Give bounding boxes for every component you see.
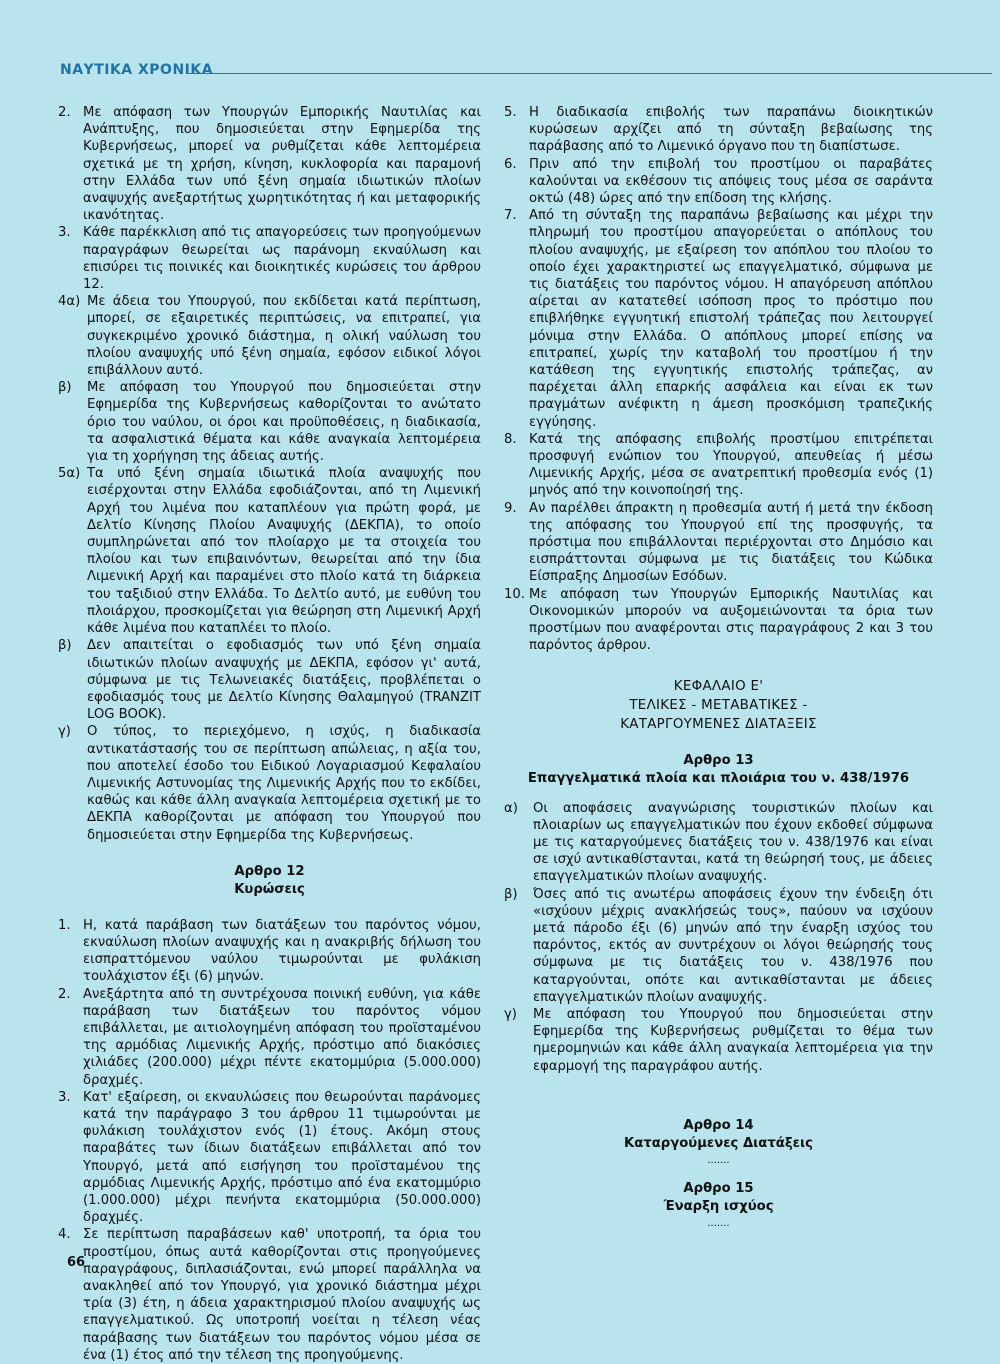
paragraph-item	[504, 207, 933, 431]
paragraph-item	[58, 1226, 481, 1364]
left-items-b	[58, 917, 481, 1364]
paragraph-label: 6.	[504, 156, 517, 172]
article-13-heading	[504, 752, 933, 788]
paragraph-text: Αν παρέλθει άπρακτη η προθεσμία αυτή ή μετά την έκδοση της απόφασης του Υπουργού επί της προσφυγής, τα πρόστιμα που επιβάλλονται περιέρχονται στο Δημόσιο και εισπράττονται σύμφωνα με τις διατάξεις του Κώδικα Είσπραξης Δημοσίων Εσόδων.	[529, 500, 933, 585]
paragraph-label: 10.	[504, 586, 525, 602]
paragraph-label: β)	[504, 886, 518, 902]
article-15-subtitle: Έναρξη ισχύος	[663, 1198, 774, 1214]
paragraph-text: Από τη σύνταξη της παραπάνω βεβαίωσης και μέχρι την πληρωμή του προστίμου απαγορεύεται ο απόπλους του πλοίου αναψυχής, με εξαίρεση τον απόπλου του πλοίου το οποίο έχει χαρακτηριστεί ως επαγγελματικό, σύμφωνα με τις διατάξεις του παρόντος νόμου. Η απαγόρευση απόπλου αίρεται αν κατατεθεί ισόποση προς το πρόστιμο που επιβλήθηκε εγγυητική επιστολή τράπεζας που λειτουργεί μόνιμα στην Ελλάδα. Ο απόπλους μπορεί επίσης να επιτραπεί, χωρίς την καταβολή του προστίμου ή την κατάθεση της εγγυητικής επιστολής τράπεζας, αν παρέχεται άλλη επαρκής ασφάλεια και είναι εκ των πραγμάτων ανέφικτη η άμεση προσκόμιση τραπεζικής εγγύησης.	[529, 208, 933, 430]
paragraph-item	[58, 293, 481, 379]
right-column	[504, 104, 933, 1229]
paragraph-text: Πριν από την επιβολή του προστίμου οι παραβάτες καλούνται να εκθέσουν τις απόψεις τους μέσα σε σαράντα οκτώ (48) ώρες από την επίδοση της κλήσης.	[529, 156, 933, 207]
paragraph-item	[58, 917, 481, 986]
magazine-title: ΝΑΥΤΙΚΑ ΧΡΟΝΙΚΑ	[60, 62, 214, 78]
paragraph-label: β)	[58, 638, 72, 654]
paragraph-label: 3.	[58, 225, 71, 241]
paragraph-label: 9.	[504, 500, 517, 516]
article-14-dots: .......	[707, 1154, 730, 1166]
paragraph-label: 5α)	[58, 466, 81, 482]
paragraph-text: Η διαδικασία επιβολής των παραπάνω διοικητικών κυρώσεων αρχίζει από τη σύνταξη βεβαίωσης της παράβασης από το Λιμενικό όργανο που τη διαπίστωσε.	[529, 105, 933, 155]
paragraph-label: 2.	[58, 986, 71, 1002]
chapter-line-1: ΚΕΦΑΛΑΙΟ Ε'	[673, 678, 764, 694]
paragraph-label: γ)	[504, 1006, 517, 1022]
article-13-subtitle: Επαγγελματικά πλοία και πλοιάρια του ν. 438/1976	[527, 770, 910, 786]
paragraph-label: 5.	[504, 105, 517, 120]
paragraph-label: 4.	[58, 1227, 71, 1243]
article-15-heading	[504, 1180, 933, 1216]
paragraph-item	[58, 637, 481, 723]
paragraph-label: 4α)	[58, 294, 81, 310]
article-12-heading	[58, 863, 481, 899]
left-items-a	[58, 104, 481, 844]
article-14-heading	[504, 1117, 933, 1153]
paragraph-item	[58, 1089, 481, 1227]
paragraph-text: Ο τύπος, το περιεχόμενο, η ισχύς, η διαδικασία αντικατάστασής του σε περίπτωση απώλειας, η αξία του, που αποτελεί έσοδο του Ειδικού Λογαριασμού Κεφαλαίου Λιμενικής Αστυνομίας της Λιμενικής Αρχής που το εκδίδει, καθώς και κάθε άλλη αναγκαία λεπτομέρεια σχετική με το ΔΕΚΠΑ καθορίζονται με απόφαση του Υπουργού που δημοσιεύεται στην Εφημερίδα της Κυβερνήσεως.	[87, 724, 481, 843]
paragraph-item	[504, 586, 933, 655]
paragraph-text: Η, κατά παράβαση των διατάξεων του παρόντος νόμου, εκναύλωση πλοίων αναψυχής και η ανακριβής δήλωση του εισπραττόμενου ναύλου τιμωρούνται με φυλάκιση τουλάχιστον έξι (6) μηνών.	[83, 917, 481, 985]
article-15-title: Αρθρο 15	[683, 1180, 754, 1196]
paragraph-text: Όσες από τις ανωτέρω αποφάσεις έχουν την ένδειξη ότι «ισχύουν μέχρις ανακλήσεώς τους», παύουν να ισχύουν μετά πάροδο έξι (6) μηνών από την έναρξη ισχύος του παρόντος, εκτός αν συντρέχουν οι λόγοι θεώρησής τους σύμφωνα με τις διατάξεις του ν. 438/1976 που καταργούνται, οπότε και αντικαθίστανται με άδειες επαγγελματικών πλοίων αναψυχής.	[533, 886, 933, 1005]
paragraph-label: 8.	[504, 431, 517, 447]
paragraph-item	[58, 986, 481, 1089]
article-13-title: Αρθρο 13	[683, 752, 754, 768]
header-rule	[188, 73, 992, 74]
paragraph-text: Οι αποφάσεις αναγνώρισης τουριστικών πλοίων και πλοιαρίων ως επαγγελματικών που έχουν εκδοθεί σύμφωνα με τις καταργούμενες διατάξεις του ν. 438/1976 και είναι σε ισχύ αντικαθίστανται, κατά τη θεώρησή τους, με άδειες επαγγελματικών πλοίων αναψυχής.	[533, 800, 933, 885]
article-12-title: Αρθρο 12	[234, 863, 305, 879]
paragraph-item	[58, 465, 481, 637]
left-column	[58, 104, 481, 1364]
paragraph-text: Σε περίπτωση παραβάσεων καθ' υποτροπή, τα όρια του προστίμου, όπως αυτά καθορίζονται στις προηγούμενες παραγράφους, διπλασιάζονται, ενώ μπορεί παράλληλα να ανακληθεί από τον Υπουργό, για χρονικό διάστημα μέχρι τρία (3) έτη, η άδεια χαρακτηρισμού πλοίου αναψυχής ως επαγγελματικού. Ως υποτροπή νοείται η τέλεση νέας παράβασης των διατάξεων του παρόντος νόμου μέσα σε ένα (1) έτος από την τέλεση της προηγούμενης.	[83, 1227, 481, 1363]
paragraph-item	[504, 156, 933, 208]
paragraph-item	[504, 104, 933, 156]
paragraph-text: Με απόφαση των Υπουργών Εμπορικής Ναυτιλίας και Οικονομικών μπορούν να αυξομειώνονται τα όρια των προστίμων που αναφέρονται στις παραγράφους 2 και 3 του παρόντος άρθρου.	[529, 586, 933, 654]
paragraph-item	[504, 431, 933, 500]
article-12-subtitle: Κυρώσεις	[234, 881, 305, 897]
paragraph-item	[58, 723, 481, 843]
paragraph-text: Με απόφαση του Υπουργού που δημοσιεύεται στην Εφημερίδα της Κυβερνήσεως ρυθμίζεται το θέμα των ημερομηνιών και κάθε άλλη αναγκαία λεπτομέρεια για την εφαρμογή της παραγράφου αυτής.	[533, 1006, 933, 1074]
chapter-heading	[504, 677, 933, 734]
paragraph-label: β)	[58, 380, 72, 396]
paragraph-item	[504, 800, 933, 886]
paragraph-label: 3.	[58, 1089, 71, 1105]
page-number: 66	[67, 1255, 86, 1270]
paragraph-label: 2.	[58, 105, 71, 120]
paragraph-text: Με άδεια του Υπουργού, που εκδίδεται κατά περίπτωση, μπορεί, σε εξαιρετικές περιπτώσεις, να επιτραπεί, για συγκεκριμένο χρονικό διάστημα, η ολική ναύλωση του πλοίου αναψυχής υπό ξένη σημαία, εφόσον ειδικοί λόγοι επιβάλλουν αυτό.	[87, 294, 481, 379]
paragraph-item	[504, 500, 933, 586]
paragraph-label: 7.	[504, 208, 517, 224]
right-items-b	[504, 800, 933, 1075]
paragraph-text: Ανεξάρτητα από τη συντρέχουσα ποινική ευθύνη, για κάθε παράβαση των διατάξεων του παρόντος νόμου επιβάλλεται, με αιτιολογημένη απόφαση του προϊσταμένου της αρμόδιας Λιμενικής Αρχής, πρόστιμο από διακόσιες χιλιάδες (200.000) μέχρι πέντε εκατομμύρια (5.000.000) δραχμές.	[83, 986, 481, 1088]
paragraph-item	[58, 224, 481, 293]
article-15-dots: .......	[707, 1217, 730, 1229]
paragraph-text: Με απόφαση των Υπουργών Εμπορικής Ναυτιλίας και Ανάπτυξης, που δημοσιεύεται στην Εφημερίδα της Κυβερνήσεως, μπορεί να ρυθμίζεται κάθε λεπτομέρεια σχετικά με τη χρήση, κίνηση, κυκλοφορία και παραμονή στην Ελλάδα των υπό ξένη σημαία ιδιωτικών πλοίων αναψυχής ανεξαρτήτως χωρητικότητας ή και μεταφορικής ικανότητας.	[83, 105, 481, 224]
article-14-title: Αρθρο 14	[683, 1117, 754, 1133]
paragraph-item	[504, 886, 933, 1006]
paragraph-label: α)	[504, 800, 518, 816]
paragraph-text: Τα υπό ξένη σημαία ιδιωτικά πλοία αναψυχής που εισέρχονται στην Ελλάδα εφοδιάζονται, από τη Λιμενική Αρχή του λιμένα που καταπλέουν για πρώτη φορά, με Δελτίο Κίνησης Πλοίου Αναψυχής (ΔΕΚΠΑ), το οποίο συμπληρώνεται από τον πλοίαρχο με τα στοιχεία του πλοίου και των επιβαινόντων, θεωρείται από την ίδια Λιμενική Αρχή και παραμένει στο πλοίο κατά τη διάρκεια του ταξιδιού στην Ελλάδα. Το Δελτίο αυτό, με ευθύνη του πλοιάρχου, προσκομίζεται για θεώρηση στη Λιμενική Αρχή κάθε λιμένα που καταπλέει το πλοίο.	[87, 466, 481, 637]
right-items-a	[504, 104, 933, 655]
paragraph-text: Κάθε παρέκκλιση από τις απαγορεύσεις των προηγούμενων παραγράφων θεωρείται ως παράνομη εκναύλωση και επισύρει τις ποινικές και διοικητικές κυρώσεις του άρθρου 12.	[83, 225, 481, 293]
paragraph-label: 1.	[58, 917, 71, 933]
chapter-line-2: ΤΕΛΙΚΕΣ - ΜΕΤΑΒΑΤΙΚΕΣ -	[629, 697, 808, 713]
paragraph-item	[504, 1006, 933, 1075]
paragraph-label: γ)	[58, 724, 71, 740]
paragraph-text: Δεν απαιτείται ο εφοδιασμός των υπό ξένη σημαία ιδιωτικών πλοίων αναψυχής με ΔΕΚΠΑ, εφόσον γι' αυτά, σύμφωνα με τις Τελωνειακές διατάξεις, προβλέπεται ο εφοδιασμός τους με Δελτίο Κίνησης Θαλαμηγού (TRANZIT LOG BOOK).	[87, 638, 481, 723]
paragraph-text: Κατά της απόφασης επιβολής προστίμου επιτρέπεται προσφυγή ενώπιον του Υπουργού, απευθείας ή μέσω Λιμενικής Αρχής, μέσα σε ανατρεπτική προθεσμία ενός (1) μηνός από την κοινοποίησή της.	[529, 431, 933, 499]
chapter-line-3: ΚΑΤΑΡΓΟΥΜΕΝΕΣ ΔΙΑΤΑΞΕΙΣ	[620, 716, 817, 732]
paragraph-item	[58, 104, 481, 224]
paragraph-item	[58, 379, 481, 465]
article-14-subtitle: Καταργούμενες Διατάξεις	[624, 1135, 813, 1151]
paragraph-text: Κατ' εξαίρεση, οι εκναυλώσεις που θεωρούνται παράνομες κατά την παράγραφο 3 του άρθρου 11 τιμωρούνται με φυλάκιση τουλάχιστον ενός (1) έτους. Ακόμη στους παραβάτες των ίδιων διατάξεων επιβάλλεται από τον Υπουργό, μετά από εισήγηση του προϊσταμένου της αρμόδιας Λιμενικής Αρχής, πρόστιμο από ένα εκατομμύριο (1.000.000) μέχρι πενήντα εκατομμύρια (50.000.000) δραχμές.	[83, 1089, 481, 1226]
paragraph-text: Με απόφαση του Υπουργού που δημοσιεύεται στην Εφημερίδα της Κυβερνήσεως καθορίζονται το ανώτατο όριο του ναύλου, οι όροι και προϋποθέσεις, η διαδικασία, τα ασφαλιστικά θέματα και κάθε αναγκαία λεπτομέρεια για τη χορήγηση της άδειας αυτής.	[87, 380, 481, 465]
